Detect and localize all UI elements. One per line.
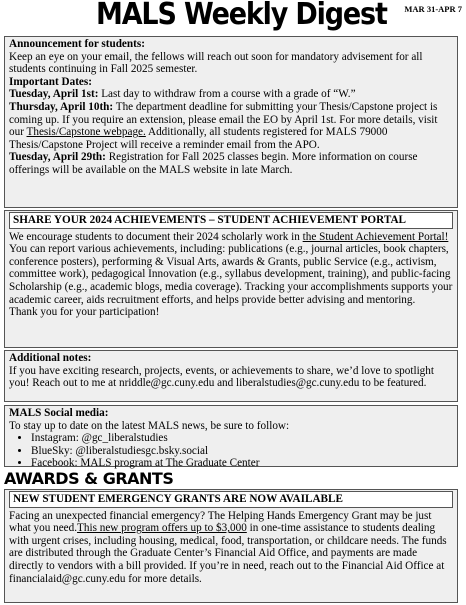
announcement-text: Keep an eye on your email, the fellows will reach out soon for mandatory advisement for all students continuing in Fall 2025 semester. — [9, 50, 423, 76]
new-program-link[interactable]: This new program offers up to $3,000 — [77, 522, 247, 535]
date-item — [9, 151, 453, 176]
awards-box — [4, 489, 458, 603]
social-bluesky: • BlueSky: @liberalstudiesgc.bsky.social — [31, 445, 453, 458]
date-item — [9, 101, 453, 151]
achievements-body: You can report various achievements, including: publications (e.g., journal articles, book chapters, conference posters), performing & Visual Arts, awards & Grants, public Service (e.g., activism, committee work), pedagogical Innovation (e.g., syllabus development, training), and public-facing Scholarship (e.g., academic blogs, media coverage). Tracking your accomplishments supports your academic career, aids recruitment efforts, and helps provide better advising and mentoring. — [9, 243, 453, 306]
date-text: Last day to withdraw from a course with a grade of “W.” — [98, 88, 356, 101]
achievements-intro-text: We encourage students to document their 2024 scholarly work in — [9, 230, 303, 243]
date-label: Thursday, April 10th: — [9, 100, 114, 113]
date-text-continued: Additionally, all students registered for MALS 79000 Thesis/Capstone Project will receive a reminder email from the APO. — [9, 126, 388, 151]
awards-text — [9, 510, 453, 586]
date-text: The department deadline for submitting your Thesis/Capstone project is coming up. If you require an extension, please email the EO by April 1st. For more details, visit our — [9, 100, 438, 139]
page-title: MALS Weekly Digest — [96, 0, 387, 32]
awards-text-2: in one-time assistance to students dealing with urgent crises, including housing, medical, food, transportation, or childcare needs. The funds are distributed through the Graduate Center’s Financial Aid Office, and payments are made directly to vendors with a bill provided. If you’re in need, reach out to the Financial Aid Office at financialaid@gc.cuny.edu for more details. — [9, 522, 447, 585]
awards-heading: NEW STUDENT EMERGENCY GRANTS ARE NOW AVAILABLE — [9, 491, 453, 508]
notes-heading: Additional notes: — [9, 352, 92, 364]
achievements-box — [4, 210, 458, 348]
important-dates-heading: Important Dates: — [9, 75, 92, 88]
thesis-capstone-link[interactable]: Thesis/Capstone webpage. — [26, 126, 146, 139]
social-box — [4, 405, 458, 470]
date-text: Registration for Fall 2025 classes begin. More information on course offerings will be available on the MALS website in late March. — [9, 151, 418, 176]
social-text: To stay up to date on the latest MALS news, be sure to follow: — [9, 419, 290, 432]
notes-box — [4, 350, 458, 402]
social-facebook: • Facebook: MALS program at The Graduate Center — [31, 457, 453, 470]
achievements-intro — [9, 231, 453, 244]
awards-text-1: Facing an unexpected financial emergency? The Helping Hands Emergency Grant may be just what you need. — [9, 509, 432, 535]
date-item — [9, 88, 453, 101]
announcement-box — [4, 36, 458, 208]
achievement-portal-link[interactable]: the Student Achievement Portal! — [302, 230, 449, 243]
notes-text: If you have exciting research, projects, events, or achievements to share, we’d love to spotlight you! Reach out to me at nriddle@gc.cuny.edu and liberalstudies@gc.cuny.edu to be featured. — [9, 364, 434, 390]
announcement-heading: Announcement for students: — [9, 38, 145, 50]
date-range: MAR 31-APR 7 — [404, 4, 462, 14]
awards-title: AWARDS & GRANTS — [4, 469, 174, 488]
achievements-heading: SHARE YOUR 2024 ACHIEVEMENTS – STUDENT ACHIEVEMENT PORTAL — [9, 212, 453, 229]
social-heading: MALS Social media: — [9, 407, 109, 419]
date-label: Tuesday, April 29th: — [9, 151, 106, 164]
header — [0, 0, 466, 36]
date-label: Tuesday, April 1st: — [9, 88, 99, 101]
social-list — [9, 432, 453, 470]
achievements-thanks: Thank you for your participation! — [9, 306, 160, 319]
social-instagram: • Instagram: @gc_liberalstudies — [31, 432, 453, 445]
